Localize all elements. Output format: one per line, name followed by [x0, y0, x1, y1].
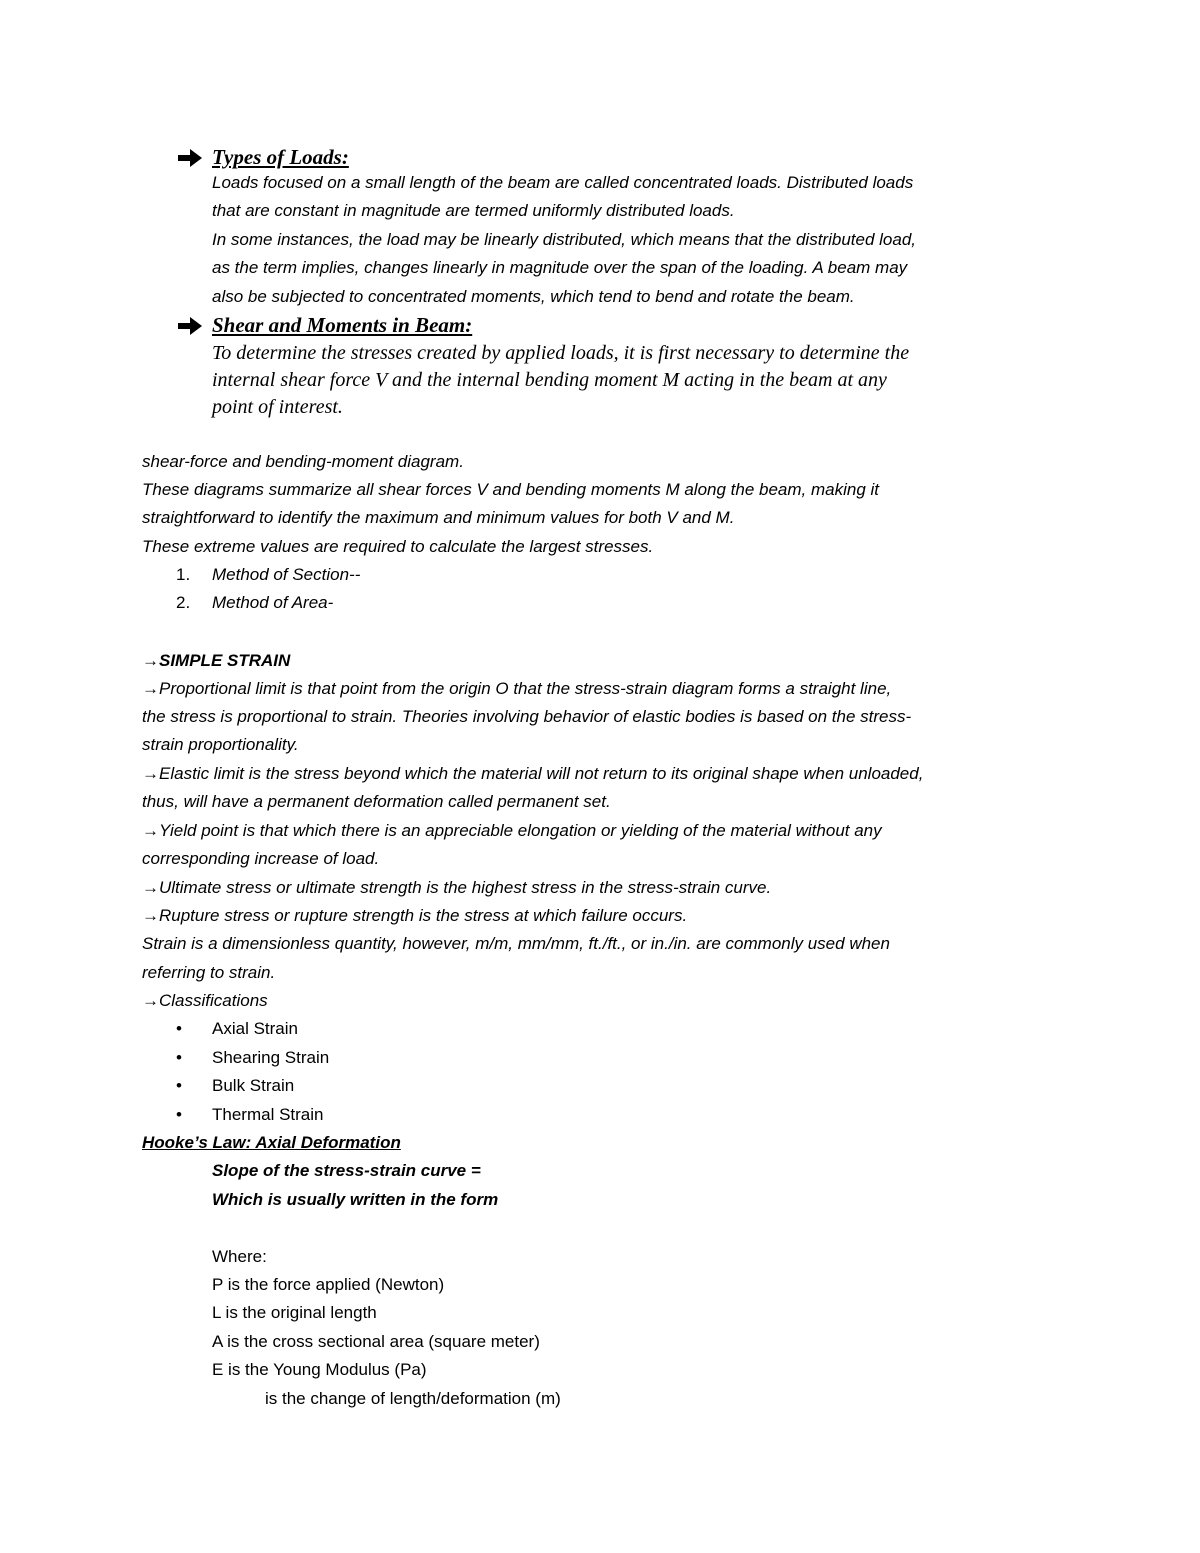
strain-line-3: strain proportionality. [142, 735, 299, 754]
arrow-icon: → [142, 991, 159, 1010]
list-number: 2. [176, 593, 191, 612]
arrow-icon [178, 149, 204, 167]
arrow-icon: → [142, 906, 159, 925]
arrow-icon: → [142, 821, 159, 840]
strain-line-6: →Yield point is that which there is an appreciable elongation or yielding of the material without any [142, 821, 882, 840]
diagram-line-1: shear-force and bending-moment diagram. [142, 452, 464, 471]
bullet-icon: • [176, 1105, 182, 1124]
arrow-icon: → [142, 764, 159, 783]
arrow-icon: → [142, 651, 159, 670]
classifications-label: →Classifications [142, 991, 268, 1010]
loads-line-2: that are constant in magnitude are termed uniformly distributed loads. [212, 201, 735, 220]
list-number: 1. [176, 565, 191, 584]
slope-line: Slope of the stress-strain curve = [212, 1161, 481, 1180]
shear-line-1: To determine the stresses created by applied loads, it is first necessary to determine the [212, 342, 910, 364]
strain-line-11: referring to strain. [142, 963, 276, 982]
form-line: Which is usually written in the form [212, 1190, 499, 1209]
definition-a: A is the cross sectional area (square meter) [212, 1332, 540, 1351]
method-item-1: Method of Section-- [212, 565, 361, 584]
hookes-law-heading: Hooke’s Law: Axial Deformation [142, 1133, 401, 1152]
diagram-line-4: These extreme values are required to calculate the largest stresses. [142, 537, 654, 556]
arrow-icon: → [142, 679, 159, 698]
strain-line-9: →Rupture stress or rupture strength is the stress at which failure occurs. [142, 906, 688, 925]
strain-line-8: →Ultimate stress or ultimate strength is the highest stress in the stress-strain curve. [142, 878, 772, 897]
strain-line-5: thus, will have a permanent deformation called permanent set. [142, 792, 611, 811]
classification-item: Bulk Strain [212, 1076, 295, 1095]
arrow-icon [178, 317, 204, 335]
definition-delta: is the change of length/deformation (m) [265, 1389, 561, 1408]
loads-line-5: also be subjected to concentrated moments, which tend to bend and rotate the beam. [212, 287, 855, 306]
loads-line-4: as the term implies, changes linearly in magnitude over the span of the loading. A beam may [212, 258, 908, 277]
classification-item: Thermal Strain [212, 1105, 324, 1124]
where-label: Where: [212, 1247, 267, 1266]
strain-line-1: →Proportional limit is that point from the origin O that the stress-strain diagram forms a straight line, [142, 679, 892, 698]
diagram-line-2: These diagrams summarize all shear forces V and bending moments M along the beam, making it [142, 480, 880, 499]
strain-line-4: →Elastic limit is the stress beyond which the material will not return to its original shape when unloaded, [142, 764, 924, 783]
simple-strain-heading: →SIMPLE STRAIN [142, 651, 291, 670]
definition-l: L is the original length [212, 1303, 377, 1322]
classification-item: Axial Strain [212, 1019, 298, 1038]
definition-e: E is the Young Modulus (Pa) [212, 1360, 427, 1379]
strain-line-2: the stress is proportional to strain. Theories involving behavior of elastic bodies is based on the stress- [142, 707, 912, 726]
shear-moments-heading: Shear and Moments in Beam: [212, 313, 473, 337]
loads-line-1: Loads focused on a small length of the beam are called concentrated loads. Distributed loads [212, 173, 914, 192]
types-of-loads-heading: Types of Loads: [212, 145, 349, 169]
bullet-icon: • [176, 1019, 182, 1038]
loads-line-3: In some instances, the load may be linearly distributed, which means that the distributed load, [212, 230, 916, 249]
shear-line-3: point of interest. [212, 396, 343, 418]
bullet-icon: • [176, 1076, 182, 1095]
strain-line-7: corresponding increase of load. [142, 849, 380, 868]
method-item-2: Method of Area- [212, 593, 334, 612]
classification-item: Shearing Strain [212, 1048, 330, 1067]
arrow-icon: → [142, 878, 159, 897]
strain-line-10: Strain is a dimensionless quantity, however, m/m, mm/mm, ft./ft., or in./in. are commonly used when [142, 934, 890, 953]
definition-p: P is the force applied (Newton) [212, 1275, 445, 1294]
diagram-line-3: straightforward to identify the maximum and minimum values for both V and M. [142, 508, 735, 527]
shear-line-2: internal shear force V and the internal bending moment M acting in the beam at any [212, 369, 887, 391]
bullet-icon: • [176, 1048, 182, 1067]
